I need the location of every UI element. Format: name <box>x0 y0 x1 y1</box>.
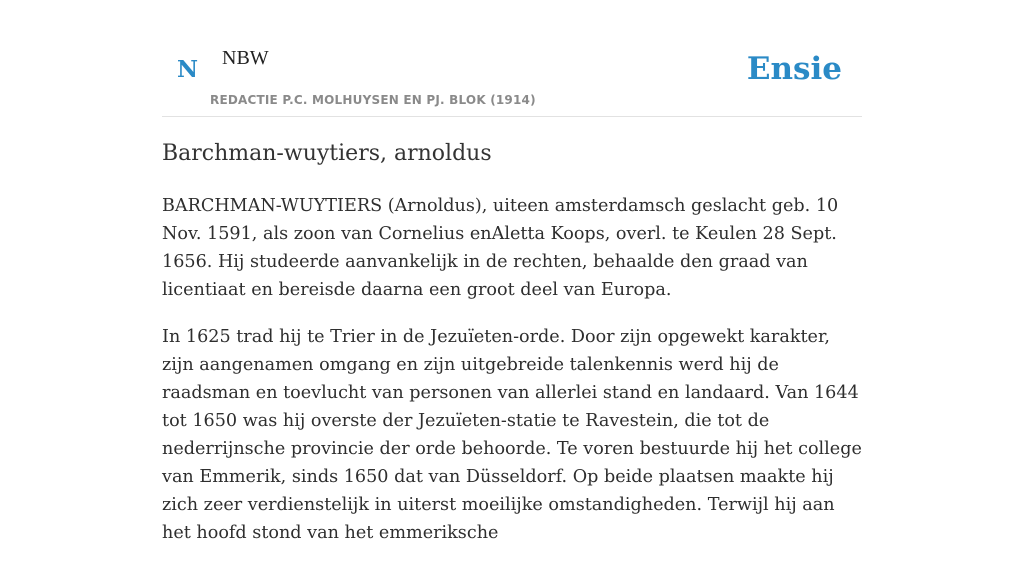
header <box>162 0 862 117</box>
brand-logo[interactable]: Ensie <box>746 51 842 87</box>
article-paragraph: In 1625 trad hij te Trier in de Jezuïeten-orde. Door zijn opgewekt karakter, zijn aangenamen omgang en zijn uitgebreide talenkennis werd hij de raadsman en toevlucht van personen van allerlei stand en landaard. Van 1644 tot 1650 was hij overste der Jezuïeten-statie te Ravestein, die tot de nederrijnsche provincie der orde behoorde. Te voren bestuurde hij het college van Emmerik, sinds 1650 dat van Düsseldorf. Op beide plaatsen maakte hij zich zeer verdienstelijk in uiterst moeilijke omstandigheden. Terwijl hij aan het hoofd stond van het emmeriksche <box>162 327 862 543</box>
article-body <box>162 192 862 566</box>
source-logo-icon[interactable]: N <box>177 56 199 83</box>
source-name[interactable]: NBW <box>222 47 269 69</box>
source-subtitle: REDACTIE P.C. MOLHUYSEN EN PJ. BLOK (1914) <box>210 93 536 107</box>
article-paragraph: BARCHMAN-WUYTIERS (Arnoldus), uiteen amsterdamsch geslacht geb. 10 Nov. 1591, als zoon van Cornelius enAletta Koops, overl. te Keulen 28 Sept. 1656. Hij studeerde aanvankelijk in de rechten, behaalde den graad van licentiaat en bereisde daarna een groot deel van Europa. <box>162 196 839 300</box>
article-title: Barchman-wuytiers, arnoldus <box>162 141 492 166</box>
